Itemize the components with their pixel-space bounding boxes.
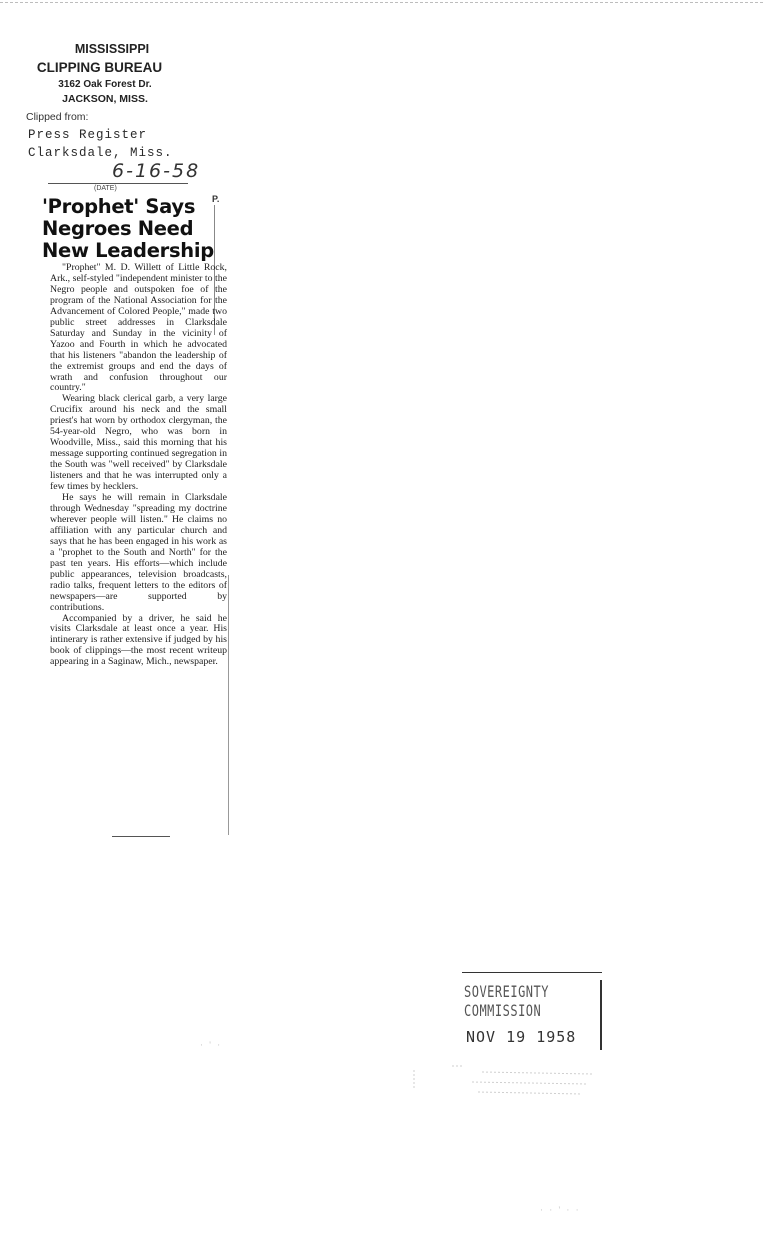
date-underline xyxy=(48,183,188,184)
stamp-organization: SOVEREIGNTY COMMISSION xyxy=(464,982,549,1020)
stamp-date: NOV 19 1958 xyxy=(466,1028,577,1046)
clipping-bottom-rule xyxy=(112,836,170,837)
stamp-side-bar xyxy=(600,980,602,1050)
article-paragraph: He says he will remain in Clarksdale through Wednesday "spreading my doctrine wherever people will listen." He claims no affiliation with any particular church and says that he has been engaged in his work as a "prophet to the South and North" for the past ten years. His efforts—which include public appearances, television broadcasts, radio talks, frequent letters to the editors of newspapers—are supported by contributions. xyxy=(50,492,227,613)
bureau-name-line1: MISSISSIPPI xyxy=(74,42,150,56)
clipped-from-label: Clipped from: xyxy=(26,111,89,123)
article-paragraph: "Prophet" M. D. Willett of Little Rock, Ark., self-styled "independent minister to the Negro people and outspoken foe of the program of the National Association for the Advancement of Colored People," made two public street addresses in Clarksdale Saturday and Sunday in the vicinity of Yazoo and Fourth in which he advocated that his listeners "abandon the leadership of the extremist groups and end the days of wrath and confusion throughout our country." xyxy=(50,262,227,394)
page-mark: P. xyxy=(212,194,220,204)
faded-stamp-smudge xyxy=(412,1062,602,1108)
bureau-name-line2: CLIPPING BUREAU xyxy=(36,60,163,75)
date-label: (DATE) xyxy=(94,185,117,192)
source-city: Clarksdale, Miss. xyxy=(28,146,173,160)
source-paper: Press Register xyxy=(28,128,148,142)
scan-speck: · ' · xyxy=(200,1040,223,1050)
article-headline xyxy=(42,194,220,262)
article-body xyxy=(50,263,227,668)
scan-speck: · · ' · · xyxy=(540,1205,581,1215)
headline-line1: 'Prophet' Says xyxy=(42,195,196,218)
perforated-top-edge xyxy=(0,2,763,3)
bureau-city: JACKSON, MISS. xyxy=(62,93,148,105)
clipping-edge-line xyxy=(228,575,229,835)
bureau-address: 3162 Oak Forest Dr. xyxy=(58,79,152,90)
stamp-top-line xyxy=(462,972,602,973)
smudge-marks xyxy=(412,1062,602,1108)
headline-line3: New Leadership xyxy=(42,239,214,262)
article-paragraph: Wearing black clerical garb, a very large Crucifix around his neck and the small priest's hat worn by orthodox clergyman, the 54-year-old Negro, who was born in Woodville, Miss., said this morning that his message supporting continued segregation in the South was "well received" by Clarksdale listeners and that he was interrupted only a few times by hecklers. xyxy=(50,393,227,493)
headline-line2: Negroes Need xyxy=(42,217,194,240)
article-paragraph: Accompanied by a driver, he said he visits Clarksdale at least once a year. His intinerary is rather extensive if judged by his book of clippings—the most recent writeup appearing in a Saginaw, Mich., newspaper. xyxy=(50,612,227,668)
received-stamp xyxy=(448,972,608,1052)
handwritten-date: 6-16-58 xyxy=(112,160,201,182)
